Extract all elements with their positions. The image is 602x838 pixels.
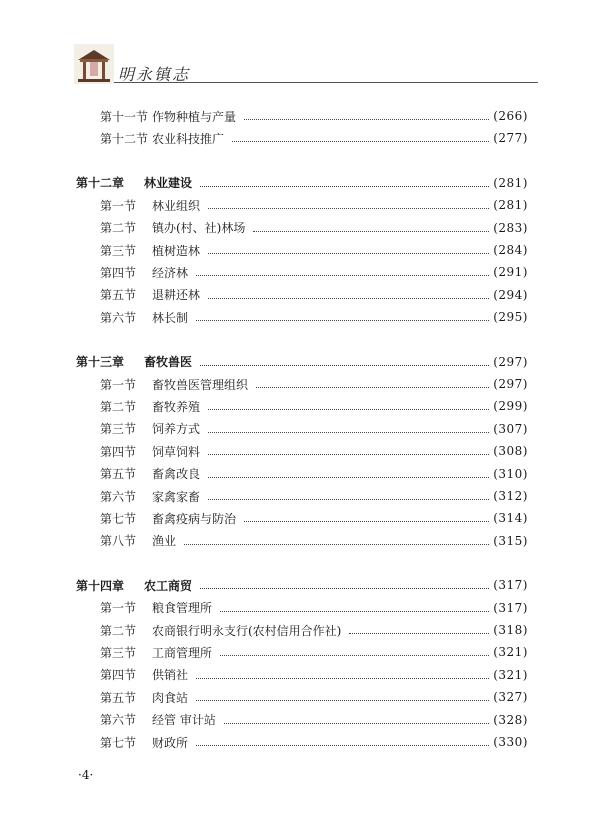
toc-entry-title: 植树造林	[152, 243, 201, 258]
toc-entry-title: 畜禽疫病与防治	[152, 511, 237, 526]
toc-entry-number: 第十四章	[76, 578, 125, 593]
toc-entry-number: 第二节	[100, 623, 137, 638]
toc-section-row[interactable]	[100, 620, 528, 640]
toc-entry-number: 第四节	[100, 265, 137, 280]
dot-leader	[256, 386, 489, 388]
toc-page-number: (321)	[493, 645, 528, 660]
toc-page-number: (327)	[493, 690, 528, 705]
toc-section-row[interactable]	[100, 106, 528, 126]
dot-leader	[200, 587, 489, 589]
toc-entry-title: 农业科技推广	[152, 131, 225, 146]
toc-page-number: (294)	[493, 287, 528, 302]
toc-section-row[interactable]	[100, 598, 528, 618]
toc-entry-number: 第十二章	[76, 176, 125, 191]
toc-page-number: (297)	[493, 377, 528, 391]
toc-page-number: (277)	[493, 131, 528, 146]
toc-page-number: (315)	[493, 533, 528, 548]
toc-entry-title: 财政所	[152, 735, 189, 750]
toc-entry-title: 供销社	[152, 668, 189, 683]
toc-chapter-row[interactable]	[76, 173, 528, 193]
toc-page-number: (299)	[493, 399, 528, 414]
toc-page-number: (281)	[493, 198, 528, 213]
toc-entry-number: 第十二节	[100, 131, 149, 146]
dot-leader	[208, 408, 489, 410]
toc-entry-number: 第八节	[100, 534, 137, 549]
toc-page-number: (310)	[493, 466, 528, 481]
toc-section-row[interactable]	[100, 508, 528, 528]
toc-page-number: (295)	[493, 310, 528, 325]
toc-page-number: (317)	[493, 600, 528, 615]
toc-page-number: (283)	[493, 220, 528, 235]
dot-leader	[349, 632, 489, 634]
toc-section-row[interactable]	[100, 285, 528, 305]
toc-page-number: (328)	[493, 712, 528, 727]
toc-entry-number: 第六节	[100, 310, 137, 325]
dot-leader	[208, 297, 489, 299]
toc-entry-title: 农商银行明永支行(农村信用合作社)	[152, 623, 342, 638]
toc-page-number: (317)	[493, 578, 528, 593]
dot-leader	[196, 699, 489, 701]
toc-section-row[interactable]	[100, 441, 528, 461]
dot-leader	[220, 654, 489, 656]
toc-entry-title: 林业组织	[152, 198, 201, 213]
toc-page-number: (291)	[493, 265, 528, 280]
dot-leader	[196, 677, 489, 679]
toc-section-row[interactable]	[100, 419, 528, 439]
dot-leader	[184, 543, 489, 545]
toc-page-number: (308)	[493, 444, 528, 459]
dot-leader	[244, 520, 489, 522]
toc-section-row[interactable]	[100, 486, 528, 506]
toc-entry-number: 第二节	[100, 221, 137, 236]
toc-entry-title: 粮食管理所	[152, 601, 213, 616]
toc-entry-number: 第一节	[100, 377, 137, 392]
page-number: ·4·	[78, 768, 94, 782]
toc-entry-number: 第五节	[100, 288, 137, 303]
toc-section-row[interactable]	[100, 732, 528, 752]
toc-section-row[interactable]	[100, 240, 528, 260]
toc-entry-title: 饲养方式	[152, 422, 201, 437]
toc-entry-number: 第二节	[100, 399, 137, 414]
toc-entry-title: 林长制	[152, 310, 189, 325]
toc-entry-title: 工商管理所	[152, 645, 213, 660]
toc-entry-number: 第十三章	[76, 355, 125, 370]
toc-section-row[interactable]	[100, 710, 528, 730]
dot-leader	[208, 453, 489, 455]
dot-leader	[232, 140, 489, 142]
toc-entry-number: 第五节	[100, 690, 137, 705]
dot-leader	[208, 207, 489, 209]
toc-entry-number: 第七节	[100, 735, 137, 750]
toc-section-row[interactable]	[100, 531, 528, 551]
toc-entry-title: 畜牧兽医	[144, 355, 193, 370]
toc-entry-title: 镇办(村、社)林场	[152, 221, 246, 236]
dot-leader	[220, 610, 489, 612]
toc-page-number: (307)	[493, 421, 528, 436]
toc-entry-number: 第四节	[100, 668, 137, 683]
dot-leader	[208, 498, 489, 500]
book-title: 明永镇志	[118, 65, 191, 84]
toc-entry-title: 畜牧养殖	[152, 399, 201, 414]
toc-entry-number: 第一节	[100, 198, 137, 213]
toc-section-row[interactable]	[100, 374, 528, 394]
dot-leader	[244, 118, 489, 120]
toc-section-row[interactable]	[100, 665, 528, 685]
toc-entry-title: 渔业	[152, 534, 177, 549]
dot-leader	[200, 185, 489, 187]
toc-section-row[interactable]	[100, 687, 528, 707]
toc-section-row[interactable]	[100, 307, 528, 327]
dot-leader	[196, 744, 489, 746]
toc-entry-number: 第五节	[100, 467, 137, 482]
toc-entry-title: 畜牧兽医管理组织	[152, 377, 249, 392]
toc-page-number: (266)	[493, 109, 528, 123]
dot-leader	[200, 364, 489, 366]
toc-entry-title: 退耕还林	[152, 288, 201, 303]
toc-page-number: (330)	[493, 735, 528, 749]
toc-entry-title: 畜禽改良	[152, 467, 201, 482]
toc-entry-title: 农工商贸	[144, 578, 193, 593]
toc-chapter-row[interactable]	[76, 575, 528, 595]
toc-entry-title: 肉食站	[152, 690, 189, 705]
dot-leader	[224, 722, 489, 724]
toc-section-row[interactable]	[100, 642, 528, 662]
toc-entry-number: 第七节	[100, 511, 137, 526]
toc-entry-title: 经管 审计站	[152, 713, 216, 728]
toc-section-row[interactable]	[100, 464, 528, 484]
toc-page-number: (314)	[493, 511, 528, 526]
toc-entry-title: 饲草饲料	[152, 444, 201, 459]
toc-entry-number: 第三节	[100, 645, 137, 660]
toc-entry-number: 第六节	[100, 489, 137, 504]
toc-page-number: (281)	[493, 175, 528, 190]
toc-entry-number: 第三节	[100, 243, 137, 258]
toc-section-row[interactable]	[100, 218, 528, 238]
dot-leader	[196, 319, 489, 321]
dot-leader	[208, 431, 489, 433]
toc-section-row[interactable]	[100, 128, 528, 148]
toc-entry-title: 经济林	[152, 265, 189, 280]
toc-page-number: (284)	[493, 243, 528, 257]
dot-leader	[208, 252, 489, 254]
toc-page-number: (312)	[493, 489, 528, 503]
toc-entry-number: 第六节	[100, 713, 137, 728]
dot-leader	[196, 274, 489, 276]
toc-entry-title: 家禽家畜	[152, 489, 201, 504]
toc-section-row[interactable]	[100, 262, 528, 282]
dot-leader	[253, 230, 489, 232]
toc-section-row[interactable]	[100, 195, 528, 215]
toc-page-number: (297)	[493, 354, 528, 369]
toc-entry-number: 第三节	[100, 422, 137, 437]
dot-leader	[208, 476, 489, 478]
toc-page-number: (318)	[493, 623, 528, 637]
toc-entry-title: 作物种植与产量	[152, 109, 237, 124]
toc-entry-number: 第一节	[100, 601, 137, 616]
toc-entry-number: 第四节	[100, 444, 137, 459]
toc-chapter-row[interactable]	[76, 352, 528, 372]
toc-section-row[interactable]	[100, 396, 528, 416]
toc-entry-number: 第十一节	[100, 109, 149, 124]
toc-entry-title: 林业建设	[144, 176, 193, 191]
toc-page-number: (321)	[493, 667, 528, 682]
